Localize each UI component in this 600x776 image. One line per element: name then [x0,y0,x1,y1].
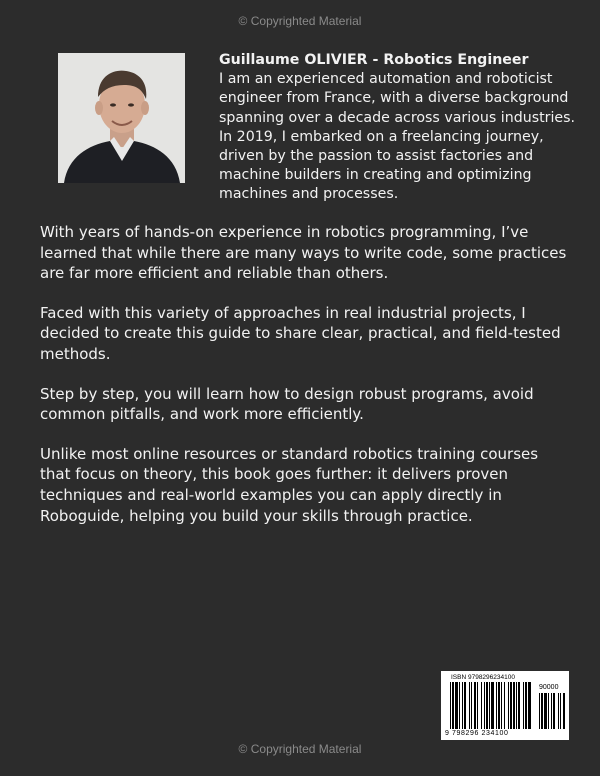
description-paragraph: Faced with this variety of approaches in real industrial projects, I decided to create this guide to share clear, practical, and field-tested methods. [40,303,561,363]
copyright-watermark-top: © Copyrighted Material [238,14,362,28]
description-paragraph: Step by step, you will learn how to design robust programs, avoid common pitfalls, and work more efficiently. [40,384,534,424]
book-description [40,222,572,545]
isbn-barcode [441,671,569,740]
isbn-digits: 9 798296 234100 [445,730,509,737]
author-photo [58,53,185,183]
price-code: 90000 [539,684,559,691]
description-paragraph: With years of hands-on experience in robotics programming, I’ve learned that while there are many ways to write code, some practices are far more efficient and reliable than others. [40,223,567,283]
author-bio: I am an experienced automation and roboticist engineer from France, with a diverse background spanning over a decade across various industries. In 2019, I embarked on a freelancing journey, driven by the passion to assist factories and machine builders in creating and optimizing machines and processes. [219,71,576,203]
description-paragraph: Unlike most online resources or standard robotics training courses that focus on theory, this book goes further: it delivers proven techniques and real-world examples you can apply directly in Roboguide, helping you build your skills through practice. [40,444,539,525]
isbn-label: ISBN 9798296234100 [451,674,515,681]
copyright-watermark-bottom: © Copyrighted Material [238,742,362,756]
author-name: Guillaume OLIVIER - Robotics Engineer [219,52,529,68]
author-bio-block [219,51,589,205]
